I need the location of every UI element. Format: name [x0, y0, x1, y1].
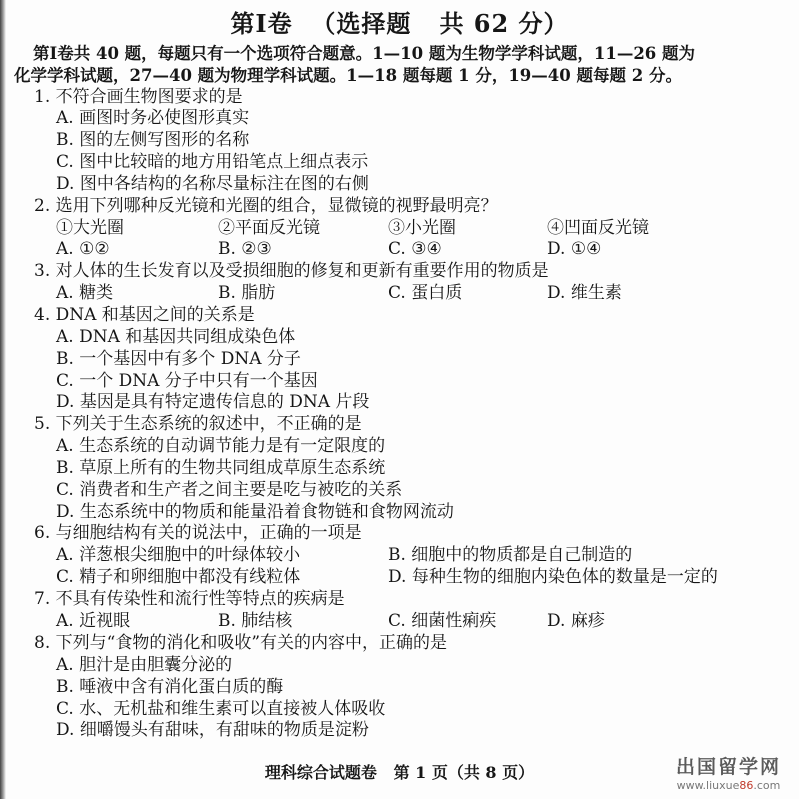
question-4-option-d: D. 基因是具有特定遗传信息的 DNA 片段 — [56, 392, 370, 412]
site-watermark — [676, 752, 781, 792]
question-1-stem: 1. 不符合画生物图要求的是 — [34, 87, 243, 107]
scan-edge-shadow — [0, 0, 6, 799]
question-1-option-c: C. 图中比较暗的地方用铅笔点上细点表示 — [56, 152, 369, 172]
watermark-url-suffix: .com — [753, 779, 781, 792]
watermark-url-prefix: www.liuxue — [676, 779, 740, 792]
question-3-option-a: A. 糖类 — [56, 283, 114, 303]
question-7-option-b: B. 肺结核 — [218, 611, 293, 631]
question-5-option-d: D. 生态系统中的物质和能量沿着食物链和食物网流动 — [56, 502, 454, 522]
question-8-option-d: D. 细嚼馒头有甜味，有甜味的物质是淀粉 — [56, 720, 369, 740]
question-2-item-4: ④凹面反光镜 — [547, 218, 649, 238]
section-title: 第Ⅰ卷 （选择题 共 62 分） — [230, 9, 569, 38]
question-2-item-1: ①大光圈 — [56, 218, 124, 238]
question-4-stem: 4. DNA 和基因之间的关系是 — [34, 305, 255, 325]
question-2-option-b: B. ②③ — [218, 239, 272, 259]
question-4-option-a: A. DNA 和基因共同组成染色体 — [56, 327, 296, 347]
question-6-option-a: A. 洋葱根尖细胞中的叶绿体较小 — [56, 545, 301, 565]
question-6-stem: 6. 与细胞结构有关的说法中，正确的一项是 — [34, 523, 362, 543]
intro-line-1: 第Ⅰ卷共 40 题，每题只有一个选项符合题意。1—10 题为生物学学科试题，11—26 题为 — [33, 44, 696, 63]
question-1-option-a: A. 画图时务必使图形真实 — [56, 108, 250, 128]
question-3-option-c: C. 蛋白质 — [388, 283, 463, 303]
watermark-url-highlight: 86 — [739, 779, 754, 792]
question-4-option-b: B. 一个基因中有多个 DNA 分子 — [56, 349, 301, 369]
question-8-stem: 8. 下列与“食物的消化和吸收”有关的内容中，正确的是 — [34, 633, 448, 653]
question-5-option-a: A. 生态系统的自动调节能力是有一定限度的 — [56, 436, 386, 456]
question-1-option-b: B. 图的左侧写图形的名称 — [56, 130, 250, 150]
question-5-option-b: B. 草原上所有的生物共同组成草原生态系统 — [56, 458, 386, 478]
question-5-option-c: C. 消费者和生产者之间主要是吃与被吃的关系 — [56, 480, 403, 500]
page-footer: 理科综合试题卷 第 1 页（共 8 页） — [264, 763, 535, 782]
question-3-option-b: B. 脂肪 — [218, 283, 276, 303]
question-7-option-d: D. 麻疹 — [547, 611, 605, 631]
question-4-option-c: C. 一个 DNA 分子中只有一个基因 — [56, 371, 318, 391]
question-6-option-c: C. 精子和卵细胞中都没有线粒体 — [56, 567, 301, 587]
question-6-option-d: D. 每种生物的细胞内染色体的数量是一定的 — [388, 567, 718, 587]
intro-line-2: 化学学科试题，27—40 题为物理学科试题。1—18 题每题 1 分，19—40 题每题 2 分。 — [14, 66, 682, 85]
question-8-option-b: B. 唾液中含有消化蛋白质的酶 — [56, 677, 284, 697]
question-2-stem: 2. 选用下列哪种反光镜和光圈的组合，显微镜的视野最明亮？ — [34, 196, 498, 216]
question-2-option-a: A. ①② — [56, 239, 110, 259]
question-7-option-a: A. 近视眼 — [56, 611, 131, 631]
question-5-stem: 5. 下列关于生态系统的叙述中，不正确的是 — [34, 414, 362, 434]
question-3-option-d: D. 维生素 — [547, 283, 622, 303]
question-8-option-c: C. 水、无机盐和维生素可以直接被人体吸收 — [56, 699, 386, 719]
watermark-url — [676, 779, 781, 792]
watermark-title: 出国留学网 — [675, 756, 781, 778]
question-8-option-a: A. 胆汁是由胆囊分泌的 — [56, 655, 233, 675]
question-2-option-d: D. ①④ — [547, 239, 602, 259]
question-2-item-3: ③小光圈 — [388, 218, 456, 238]
question-7-stem: 7. 不具有传染性和流行性等特点的疾病是 — [34, 589, 345, 609]
question-3-stem: 3. 对人体的生长发育以及受损细胞的修复和更新有重要作用的物质是 — [34, 261, 549, 281]
question-2-item-2: ②平面反光镜 — [218, 218, 320, 238]
question-7-option-c: C. 细菌性痢疾 — [388, 611, 497, 631]
question-6-option-b: B. 细胞中的物质都是自己制造的 — [388, 545, 633, 565]
question-2-option-c: C. ③④ — [388, 239, 442, 259]
question-1-option-d: D. 图中各结构的名称尽量标注在图的右侧 — [56, 174, 369, 194]
